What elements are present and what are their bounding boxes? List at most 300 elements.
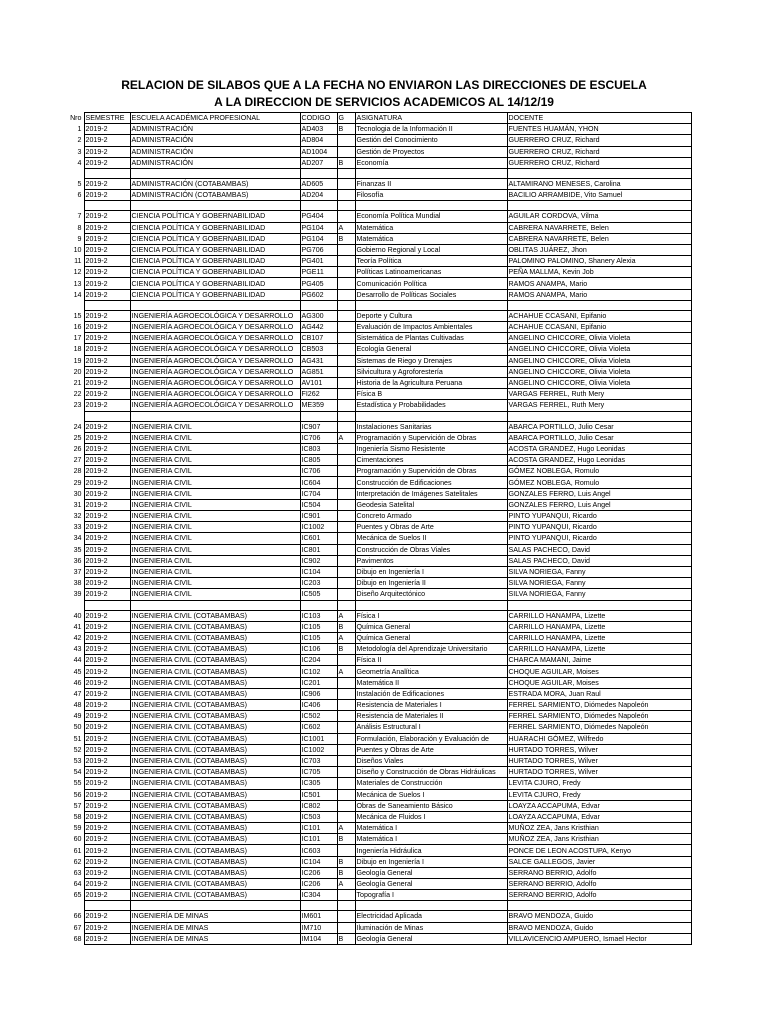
table-row bbox=[62, 856, 691, 867]
row-asignatura: Ingeniería Sismo Resistente bbox=[355, 443, 507, 454]
row-codigo: IC901 bbox=[300, 511, 337, 522]
row-nro: 15 bbox=[62, 310, 84, 321]
row-escuela: INGENIERIA CIVIL bbox=[130, 578, 300, 589]
table-row bbox=[62, 789, 691, 800]
row-asignatura: Gestión del Conocimiento bbox=[355, 135, 507, 146]
table-row bbox=[62, 211, 691, 222]
row-semestre: 2019-2 bbox=[84, 856, 130, 867]
row-grupo bbox=[337, 578, 355, 589]
row-asignatura: Geometría Analítica bbox=[355, 666, 507, 677]
row-escuela: INGENIERÍA AGROECOLÓGICA Y DESARROLLO bbox=[130, 400, 300, 411]
row-grupo: B bbox=[337, 157, 355, 168]
row-nro: 59 bbox=[62, 823, 84, 834]
row-escuela: INGENIERIA CIVIL bbox=[130, 522, 300, 533]
row-grupo bbox=[337, 443, 355, 454]
row-escuela: CIENCIA POLÍTICA Y GOBERNABILIDAD bbox=[130, 256, 300, 267]
row-docente: HURTADO TORRES, Wilver bbox=[507, 755, 691, 766]
row-escuela: ADMINISTRACIÓN bbox=[130, 124, 300, 135]
row-semestre: 2019-2 bbox=[84, 755, 130, 766]
row-asignatura: Puentes y Obras de Arte bbox=[355, 522, 507, 533]
row-grupo bbox=[337, 377, 355, 388]
row-semestre: 2019-2 bbox=[84, 555, 130, 566]
row-docente: CABRERA NAVARRETE, Belen bbox=[507, 233, 691, 244]
row-docente: HUARACHI GÓMEZ, Wilfredo bbox=[507, 733, 691, 744]
separator-cell bbox=[62, 600, 84, 610]
row-asignatura: Diseños Viales bbox=[355, 755, 507, 766]
row-docente: LEVITA CJURO, Fredy bbox=[507, 778, 691, 789]
row-docente: VARGAS FERREL, Ruth Mery bbox=[507, 389, 691, 400]
row-semestre: 2019-2 bbox=[84, 178, 130, 189]
row-grupo bbox=[337, 488, 355, 499]
row-codigo: CB503 bbox=[300, 344, 337, 355]
separator-cell bbox=[84, 168, 130, 178]
row-nro: 26 bbox=[62, 443, 84, 454]
row-codigo: IC106 bbox=[300, 644, 337, 655]
row-codigo: IC203 bbox=[300, 578, 337, 589]
group-separator-row bbox=[62, 901, 691, 911]
row-codigo: IC802 bbox=[300, 800, 337, 811]
row-codigo: IC103 bbox=[300, 610, 337, 621]
row-nro: 47 bbox=[62, 688, 84, 699]
group-separator-row bbox=[62, 300, 691, 310]
row-escuela: CIENCIA POLÍTICA Y GOBERNABILIDAD bbox=[130, 289, 300, 300]
row-nro: 49 bbox=[62, 711, 84, 722]
header-nro: Nro bbox=[62, 113, 84, 124]
row-semestre: 2019-2 bbox=[84, 522, 130, 533]
separator-cell bbox=[300, 600, 337, 610]
row-asignatura: Ecología General bbox=[355, 344, 507, 355]
table-row bbox=[62, 522, 691, 533]
row-grupo bbox=[337, 421, 355, 432]
row-grupo bbox=[337, 744, 355, 755]
row-grupo: B bbox=[337, 644, 355, 655]
row-nro: 34 bbox=[62, 533, 84, 544]
row-semestre: 2019-2 bbox=[84, 244, 130, 255]
row-grupo bbox=[337, 256, 355, 267]
row-escuela: INGENIERIA CIVIL bbox=[130, 455, 300, 466]
group-separator-row bbox=[62, 201, 691, 211]
row-semestre: 2019-2 bbox=[84, 722, 130, 733]
row-docente: SILVA NORIEGA, Fanny bbox=[507, 589, 691, 600]
row-semestre: 2019-2 bbox=[84, 578, 130, 589]
row-codigo: IC104 bbox=[300, 856, 337, 867]
row-asignatura: Química General bbox=[355, 621, 507, 632]
table-row bbox=[62, 700, 691, 711]
row-codigo: IC1001 bbox=[300, 733, 337, 744]
table-row bbox=[62, 135, 691, 146]
row-semestre: 2019-2 bbox=[84, 610, 130, 621]
row-codigo: IC601 bbox=[300, 533, 337, 544]
row-asignatura: Mecánica de Fluidos I bbox=[355, 811, 507, 822]
table-row bbox=[62, 544, 691, 555]
row-codigo: IC705 bbox=[300, 767, 337, 778]
row-grupo: B bbox=[337, 233, 355, 244]
row-nro: 54 bbox=[62, 767, 84, 778]
header-asignatura: ASIGNATURA bbox=[355, 113, 507, 124]
row-codigo: PG104 bbox=[300, 233, 337, 244]
row-asignatura: Concreto Armado bbox=[355, 511, 507, 522]
row-escuela: INGENIERIA CIVIL bbox=[130, 533, 300, 544]
separator-cell bbox=[62, 300, 84, 310]
row-docente: FUENTES HUAMÁN, YHON bbox=[507, 124, 691, 135]
row-docente: ACOSTA GRANDEZ, Hugo Leonidas bbox=[507, 455, 691, 466]
row-codigo: AG442 bbox=[300, 322, 337, 333]
row-nro: 44 bbox=[62, 655, 84, 666]
row-grupo: B bbox=[337, 834, 355, 845]
row-escuela: INGENIERIA CIVIL (COTABAMBAS) bbox=[130, 688, 300, 699]
row-codigo: PG401 bbox=[300, 256, 337, 267]
row-codigo: AG851 bbox=[300, 366, 337, 377]
row-asignatura: Ingeniería Hidráulica bbox=[355, 845, 507, 856]
row-docente: CHARCA MAMANI, Jaime bbox=[507, 655, 691, 666]
row-nro: 52 bbox=[62, 744, 84, 755]
separator-cell bbox=[355, 300, 507, 310]
row-escuela: INGENIERIA CIVIL (COTABAMBAS) bbox=[130, 823, 300, 834]
row-codigo: IC101 bbox=[300, 823, 337, 834]
row-grupo: B bbox=[337, 621, 355, 632]
row-docente: CHOQUE AGUILAR, Moises bbox=[507, 666, 691, 677]
row-nro: 53 bbox=[62, 755, 84, 766]
row-docente: ACOSTA GRANDEZ, Hugo Leonidas bbox=[507, 443, 691, 454]
table-row bbox=[62, 344, 691, 355]
row-semestre: 2019-2 bbox=[84, 621, 130, 632]
row-docente: BACILIO ARRAMBIDE, Vito Samuel bbox=[507, 190, 691, 201]
row-codigo: AV101 bbox=[300, 377, 337, 388]
group-separator-row bbox=[62, 600, 691, 610]
separator-cell bbox=[337, 201, 355, 211]
row-escuela: INGENIERÍA AGROECOLÓGICA Y DESARROLLO bbox=[130, 355, 300, 366]
row-nro: 68 bbox=[62, 933, 84, 944]
table-row bbox=[62, 566, 691, 577]
row-docente: FERREL SARMIENTO, Diómedes Napoleón bbox=[507, 700, 691, 711]
row-codigo: IC105 bbox=[300, 632, 337, 643]
row-escuela: INGENIERIA CIVIL (COTABAMBAS) bbox=[130, 890, 300, 901]
row-docente: OBLITAS JUÁREZ, Jhon bbox=[507, 244, 691, 255]
row-grupo bbox=[337, 688, 355, 699]
row-docente: CHOQUE AGUILAR, Moises bbox=[507, 677, 691, 688]
row-nro: 63 bbox=[62, 867, 84, 878]
separator-cell bbox=[337, 901, 355, 911]
separator-cell bbox=[62, 201, 84, 211]
table-row bbox=[62, 845, 691, 856]
row-escuela: INGENIERIA CIVIL (COTABAMBAS) bbox=[130, 644, 300, 655]
row-nro: 48 bbox=[62, 700, 84, 711]
row-grupo bbox=[337, 366, 355, 377]
separator-cell bbox=[507, 411, 691, 421]
row-semestre: 2019-2 bbox=[84, 477, 130, 488]
row-grupo bbox=[337, 455, 355, 466]
row-grupo bbox=[337, 922, 355, 933]
row-nro: 35 bbox=[62, 544, 84, 555]
separator-cell bbox=[84, 411, 130, 421]
row-codigo: IC703 bbox=[300, 755, 337, 766]
table-row bbox=[62, 933, 691, 944]
row-asignatura: Geología General bbox=[355, 867, 507, 878]
row-escuela: INGENIERIA CIVIL bbox=[130, 499, 300, 510]
row-codigo: IC206 bbox=[300, 879, 337, 890]
table-row bbox=[62, 800, 691, 811]
row-asignatura: Geología General bbox=[355, 879, 507, 890]
row-nro: 60 bbox=[62, 834, 84, 845]
row-nro: 67 bbox=[62, 922, 84, 933]
row-semestre: 2019-2 bbox=[84, 389, 130, 400]
row-asignatura: Instalaciones Sanitarias bbox=[355, 421, 507, 432]
row-semestre: 2019-2 bbox=[84, 933, 130, 944]
header-codigo: CODIGO bbox=[300, 113, 337, 124]
row-asignatura: Mecánica de Suelos I bbox=[355, 789, 507, 800]
table-row bbox=[62, 455, 691, 466]
row-docente: HURTADO TORRES, Wilver bbox=[507, 767, 691, 778]
table-row bbox=[62, 377, 691, 388]
row-asignatura: Obras de Saneamiento Básico bbox=[355, 800, 507, 811]
row-grupo bbox=[337, 511, 355, 522]
row-asignatura: Formulación, Elaboración y Evaluación de bbox=[355, 733, 507, 744]
row-nro: 8 bbox=[62, 222, 84, 233]
row-grupo: A bbox=[337, 610, 355, 621]
row-asignatura: Análisis Estructural I bbox=[355, 722, 507, 733]
header-semestre: SEMESTRE bbox=[84, 113, 130, 124]
row-escuela: INGENIERIA CIVIL (COTABAMBAS) bbox=[130, 655, 300, 666]
row-grupo: B bbox=[337, 856, 355, 867]
row-codigo: PGE11 bbox=[300, 267, 337, 278]
row-semestre: 2019-2 bbox=[84, 124, 130, 135]
row-asignatura: Dibujo en Ingeniería I bbox=[355, 566, 507, 577]
row-semestre: 2019-2 bbox=[84, 432, 130, 443]
row-nro: 41 bbox=[62, 621, 84, 632]
row-asignatura: Sistemas de Riego y Drenajes bbox=[355, 355, 507, 366]
row-docente: RAMOS ANAMPA, Mario bbox=[507, 278, 691, 289]
row-nro: 36 bbox=[62, 555, 84, 566]
row-docente: LOAYZA ACCAPUMA, Edvar bbox=[507, 811, 691, 822]
header-escuela: ESCUELA ACADÉMICA PROFESIONAL bbox=[130, 113, 300, 124]
row-escuela: INGENIERIA CIVIL (COTABAMBAS) bbox=[130, 811, 300, 822]
table-row bbox=[62, 190, 691, 201]
row-codigo: CB107 bbox=[300, 333, 337, 344]
row-asignatura: Pavimentos bbox=[355, 555, 507, 566]
row-asignatura: Materiales de Construcción bbox=[355, 778, 507, 789]
row-codigo: IC501 bbox=[300, 789, 337, 800]
table-row bbox=[62, 389, 691, 400]
separator-cell bbox=[355, 901, 507, 911]
row-escuela: ADMINISTRACIÓN bbox=[130, 146, 300, 157]
row-semestre: 2019-2 bbox=[84, 333, 130, 344]
row-escuela: INGENIERIA CIVIL bbox=[130, 432, 300, 443]
row-escuela: INGENIERIA CIVIL (COTABAMBAS) bbox=[130, 789, 300, 800]
row-grupo bbox=[337, 466, 355, 477]
table-row bbox=[62, 310, 691, 321]
row-asignatura: Desarrollo de Políticas Sociales bbox=[355, 289, 507, 300]
row-codigo: ME359 bbox=[300, 400, 337, 411]
separator-cell bbox=[62, 411, 84, 421]
row-codigo: IC105 bbox=[300, 621, 337, 632]
row-escuela: CIENCIA POLÍTICA Y GOBERNABILIDAD bbox=[130, 267, 300, 278]
separator-cell bbox=[337, 300, 355, 310]
row-docente: VARGAS FERREL, Ruth Mery bbox=[507, 400, 691, 411]
row-asignatura: Matemática II bbox=[355, 677, 507, 688]
row-docente: ANGELINO CHICCORE, Olivia Violeta bbox=[507, 377, 691, 388]
row-asignatura: Matemática bbox=[355, 233, 507, 244]
row-asignatura: Puentes y Obras de Arte bbox=[355, 744, 507, 755]
row-nro: 7 bbox=[62, 211, 84, 222]
row-grupo bbox=[337, 178, 355, 189]
row-grupo bbox=[337, 322, 355, 333]
row-asignatura: Sistemática de Plantas Cultivadas bbox=[355, 333, 507, 344]
row-docente: SALAS PACHECO, David bbox=[507, 555, 691, 566]
row-docente: ANGELINO CHICCORE, Olivia Violeta bbox=[507, 344, 691, 355]
row-asignatura: Tecnologia de la Información II bbox=[355, 124, 507, 135]
row-codigo: PG602 bbox=[300, 289, 337, 300]
row-asignatura: Geología General bbox=[355, 933, 507, 944]
row-escuela: INGENIERIA CIVIL (COTABAMBAS) bbox=[130, 632, 300, 643]
row-grupo bbox=[337, 135, 355, 146]
row-escuela: ADMINISTRACIÓN bbox=[130, 157, 300, 168]
row-nro: 56 bbox=[62, 789, 84, 800]
row-semestre: 2019-2 bbox=[84, 443, 130, 454]
row-codigo: AD204 bbox=[300, 190, 337, 201]
row-codigo: IC803 bbox=[300, 443, 337, 454]
row-escuela: INGENIERÍA DE MINAS bbox=[130, 911, 300, 922]
row-docente: BRAVO MENDOZA, Guido bbox=[507, 922, 691, 933]
row-codigo: PG405 bbox=[300, 278, 337, 289]
row-asignatura: Teoría Política bbox=[355, 256, 507, 267]
row-semestre: 2019-2 bbox=[84, 566, 130, 577]
row-nro: 5 bbox=[62, 178, 84, 189]
row-semestre: 2019-2 bbox=[84, 845, 130, 856]
separator-cell bbox=[507, 600, 691, 610]
separator-cell bbox=[130, 300, 300, 310]
row-nro: 64 bbox=[62, 879, 84, 890]
row-semestre: 2019-2 bbox=[84, 767, 130, 778]
row-nro: 29 bbox=[62, 477, 84, 488]
table-row bbox=[62, 632, 691, 643]
row-escuela: INGENIERIA CIVIL (COTABAMBAS) bbox=[130, 834, 300, 845]
row-nro: 65 bbox=[62, 890, 84, 901]
row-codigo: AG431 bbox=[300, 355, 337, 366]
document-title: RELACION DE SILABOS QUE A LA FECHA NO ENVIARON LAS DIRECCIONES DE ESCUELA bbox=[121, 78, 647, 92]
row-nro: 58 bbox=[62, 811, 84, 822]
row-grupo bbox=[337, 244, 355, 255]
table-row bbox=[62, 711, 691, 722]
row-nro: 31 bbox=[62, 499, 84, 510]
table-row bbox=[62, 256, 691, 267]
row-codigo: FI262 bbox=[300, 389, 337, 400]
row-asignatura: Diseño Arquitectónico bbox=[355, 589, 507, 600]
row-codigo: IC603 bbox=[300, 845, 337, 856]
row-nro: 38 bbox=[62, 578, 84, 589]
row-codigo: AD804 bbox=[300, 135, 337, 146]
separator-cell bbox=[337, 600, 355, 610]
row-nro: 16 bbox=[62, 322, 84, 333]
row-nro: 19 bbox=[62, 355, 84, 366]
row-grupo bbox=[337, 400, 355, 411]
row-semestre: 2019-2 bbox=[84, 800, 130, 811]
row-asignatura: Física II bbox=[355, 655, 507, 666]
row-asignatura: Interpretación de Imágenes Satelitales bbox=[355, 488, 507, 499]
row-docente: PINTO YUPANQUI, Ricardo bbox=[507, 522, 691, 533]
separator-cell bbox=[507, 201, 691, 211]
row-codigo: IM104 bbox=[300, 933, 337, 944]
table-row bbox=[62, 289, 691, 300]
row-docente: ANGELINO CHICCORE, Olivia Violeta bbox=[507, 366, 691, 377]
row-codigo: AD1004 bbox=[300, 146, 337, 157]
row-escuela: INGENIERIA CIVIL bbox=[130, 566, 300, 577]
row-codigo: AD207 bbox=[300, 157, 337, 168]
row-nro: 9 bbox=[62, 233, 84, 244]
row-escuela: INGENIERIA CIVIL bbox=[130, 544, 300, 555]
row-grupo bbox=[337, 755, 355, 766]
table-row bbox=[62, 421, 691, 432]
row-codigo: IC801 bbox=[300, 544, 337, 555]
row-docente: ACHAHUE CCASANI, Epifanio bbox=[507, 310, 691, 321]
row-nro: 12 bbox=[62, 267, 84, 278]
table-row bbox=[62, 124, 691, 135]
table-row bbox=[62, 589, 691, 600]
table-row bbox=[62, 146, 691, 157]
row-asignatura: Silvicultura y Agroforestería bbox=[355, 366, 507, 377]
row-grupo bbox=[337, 555, 355, 566]
table-row bbox=[62, 867, 691, 878]
row-asignatura: Historia de la Agricultura Peruana bbox=[355, 377, 507, 388]
row-grupo bbox=[337, 310, 355, 321]
document-subtitle: A LA DIRECCION DE SERVICIOS ACADEMICOS AL 14/12/19 bbox=[214, 95, 554, 109]
separator-cell bbox=[300, 201, 337, 211]
row-escuela: INGENIERIA CIVIL (COTABAMBAS) bbox=[130, 733, 300, 744]
separator-cell bbox=[355, 600, 507, 610]
row-docente: GUERRERO CRUZ, Richard bbox=[507, 135, 691, 146]
table-row bbox=[62, 879, 691, 890]
row-escuela: INGENIERIA CIVIL (COTABAMBAS) bbox=[130, 856, 300, 867]
separator-cell bbox=[355, 168, 507, 178]
row-escuela: INGENIERIA CIVIL (COTABAMBAS) bbox=[130, 767, 300, 778]
row-codigo: AD403 bbox=[300, 124, 337, 135]
group-separator-row bbox=[62, 168, 691, 178]
row-grupo bbox=[337, 190, 355, 201]
table-row bbox=[62, 432, 691, 443]
row-docente: LOAYZA ACCAPUMA, Edvar bbox=[507, 800, 691, 811]
row-grupo bbox=[337, 333, 355, 344]
row-nro: 1 bbox=[62, 124, 84, 135]
row-docente: GUERRERO CRUZ, Richard bbox=[507, 146, 691, 157]
separator-cell bbox=[84, 201, 130, 211]
separator-cell bbox=[130, 411, 300, 421]
separator-cell bbox=[84, 901, 130, 911]
row-escuela: INGENIERIA CIVIL (COTABAMBAS) bbox=[130, 778, 300, 789]
row-asignatura: Matemática I bbox=[355, 823, 507, 834]
row-asignatura: Física B bbox=[355, 389, 507, 400]
row-escuela: INGENIERÍA AGROECOLÓGICA Y DESARROLLO bbox=[130, 389, 300, 400]
row-nro: 46 bbox=[62, 677, 84, 688]
row-nro: 11 bbox=[62, 256, 84, 267]
row-asignatura: Resistencia de Materiales II bbox=[355, 711, 507, 722]
row-grupo bbox=[337, 677, 355, 688]
row-asignatura: Metodología del Aprendizaje Universitario bbox=[355, 644, 507, 655]
row-nro: 39 bbox=[62, 589, 84, 600]
row-escuela: INGENIERIA CIVIL bbox=[130, 443, 300, 454]
row-escuela: CIENCIA POLÍTICA Y GOBERNABILIDAD bbox=[130, 278, 300, 289]
header-grupo: G bbox=[337, 113, 355, 124]
row-asignatura: Estadística y Probabilidades bbox=[355, 400, 507, 411]
row-semestre: 2019-2 bbox=[84, 289, 130, 300]
table-row bbox=[62, 488, 691, 499]
table-row bbox=[62, 466, 691, 477]
row-semestre: 2019-2 bbox=[84, 655, 130, 666]
row-semestre: 2019-2 bbox=[84, 157, 130, 168]
row-nro: 14 bbox=[62, 289, 84, 300]
row-escuela: INGENIERIA CIVIL (COTABAMBAS) bbox=[130, 755, 300, 766]
row-grupo bbox=[337, 589, 355, 600]
table-body bbox=[62, 113, 691, 945]
row-docente: CARRILLO HANAMPA, Lizette bbox=[507, 644, 691, 655]
